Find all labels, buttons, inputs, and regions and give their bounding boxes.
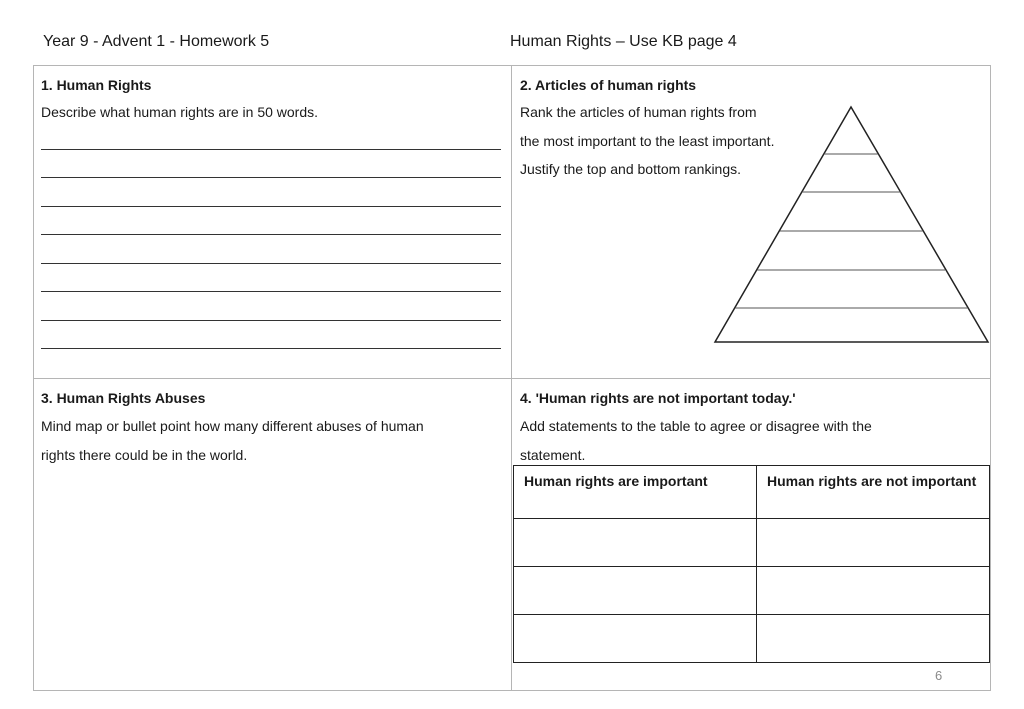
worksheet-title: Year 9 - Advent 1 - Homework 5 bbox=[43, 33, 270, 50]
table-cell[interactable] bbox=[514, 519, 757, 567]
answer-line[interactable] bbox=[41, 348, 501, 349]
table-row bbox=[514, 567, 990, 615]
column-header-agree: Human rights are important bbox=[514, 466, 757, 519]
q4-line: statement. bbox=[520, 446, 586, 463]
answer-line[interactable] bbox=[41, 149, 501, 150]
answer-line[interactable] bbox=[41, 320, 501, 321]
table-row bbox=[514, 615, 990, 663]
grid-divider-horizontal bbox=[33, 378, 991, 379]
table-cell[interactable] bbox=[757, 519, 990, 567]
q4-instructions bbox=[520, 412, 872, 469]
q1-title: 1. Human Rights bbox=[41, 77, 152, 93]
q2-line: Rank the articles of human rights from bbox=[520, 104, 757, 120]
q3-title: 3. Human Rights Abuses bbox=[41, 390, 206, 406]
pyramid-outline bbox=[715, 107, 988, 342]
answer-line[interactable] bbox=[41, 234, 501, 235]
table-header-row bbox=[514, 466, 990, 519]
q1-prompt: Describe what human rights are in 50 words. bbox=[41, 104, 319, 120]
table-cell[interactable] bbox=[514, 567, 757, 615]
q4-line: Add statements to the table to agree or disagree with the bbox=[520, 418, 872, 434]
q3-instructions bbox=[41, 412, 424, 469]
page-number: 6 bbox=[935, 668, 943, 683]
agree-disagree-table bbox=[513, 465, 990, 663]
answer-line[interactable] bbox=[41, 177, 501, 178]
table-cell[interactable] bbox=[757, 567, 990, 615]
ranking-pyramid[interactable] bbox=[712, 104, 992, 346]
table-cell[interactable] bbox=[757, 615, 990, 663]
table-cell[interactable] bbox=[514, 615, 757, 663]
q3-line: rights there could be in the world. bbox=[41, 446, 248, 463]
table-row bbox=[514, 519, 990, 567]
q2-line: Justify the top and bottom rankings. bbox=[520, 161, 742, 177]
q4-title: 4. 'Human rights are not important today.' bbox=[520, 390, 796, 406]
answer-line[interactable] bbox=[41, 291, 501, 292]
answer-line[interactable] bbox=[41, 263, 501, 264]
q2-line: the most important to the least important. bbox=[520, 132, 775, 149]
answer-line[interactable] bbox=[41, 206, 501, 207]
q2-title: 2. Articles of human rights bbox=[520, 77, 697, 93]
column-header-disagree: Human rights are not important bbox=[757, 466, 990, 519]
q3-line: Mind map or bullet point how many different abuses of human bbox=[41, 418, 424, 434]
worksheet-topic: Human Rights – Use KB page 4 bbox=[510, 33, 737, 50]
